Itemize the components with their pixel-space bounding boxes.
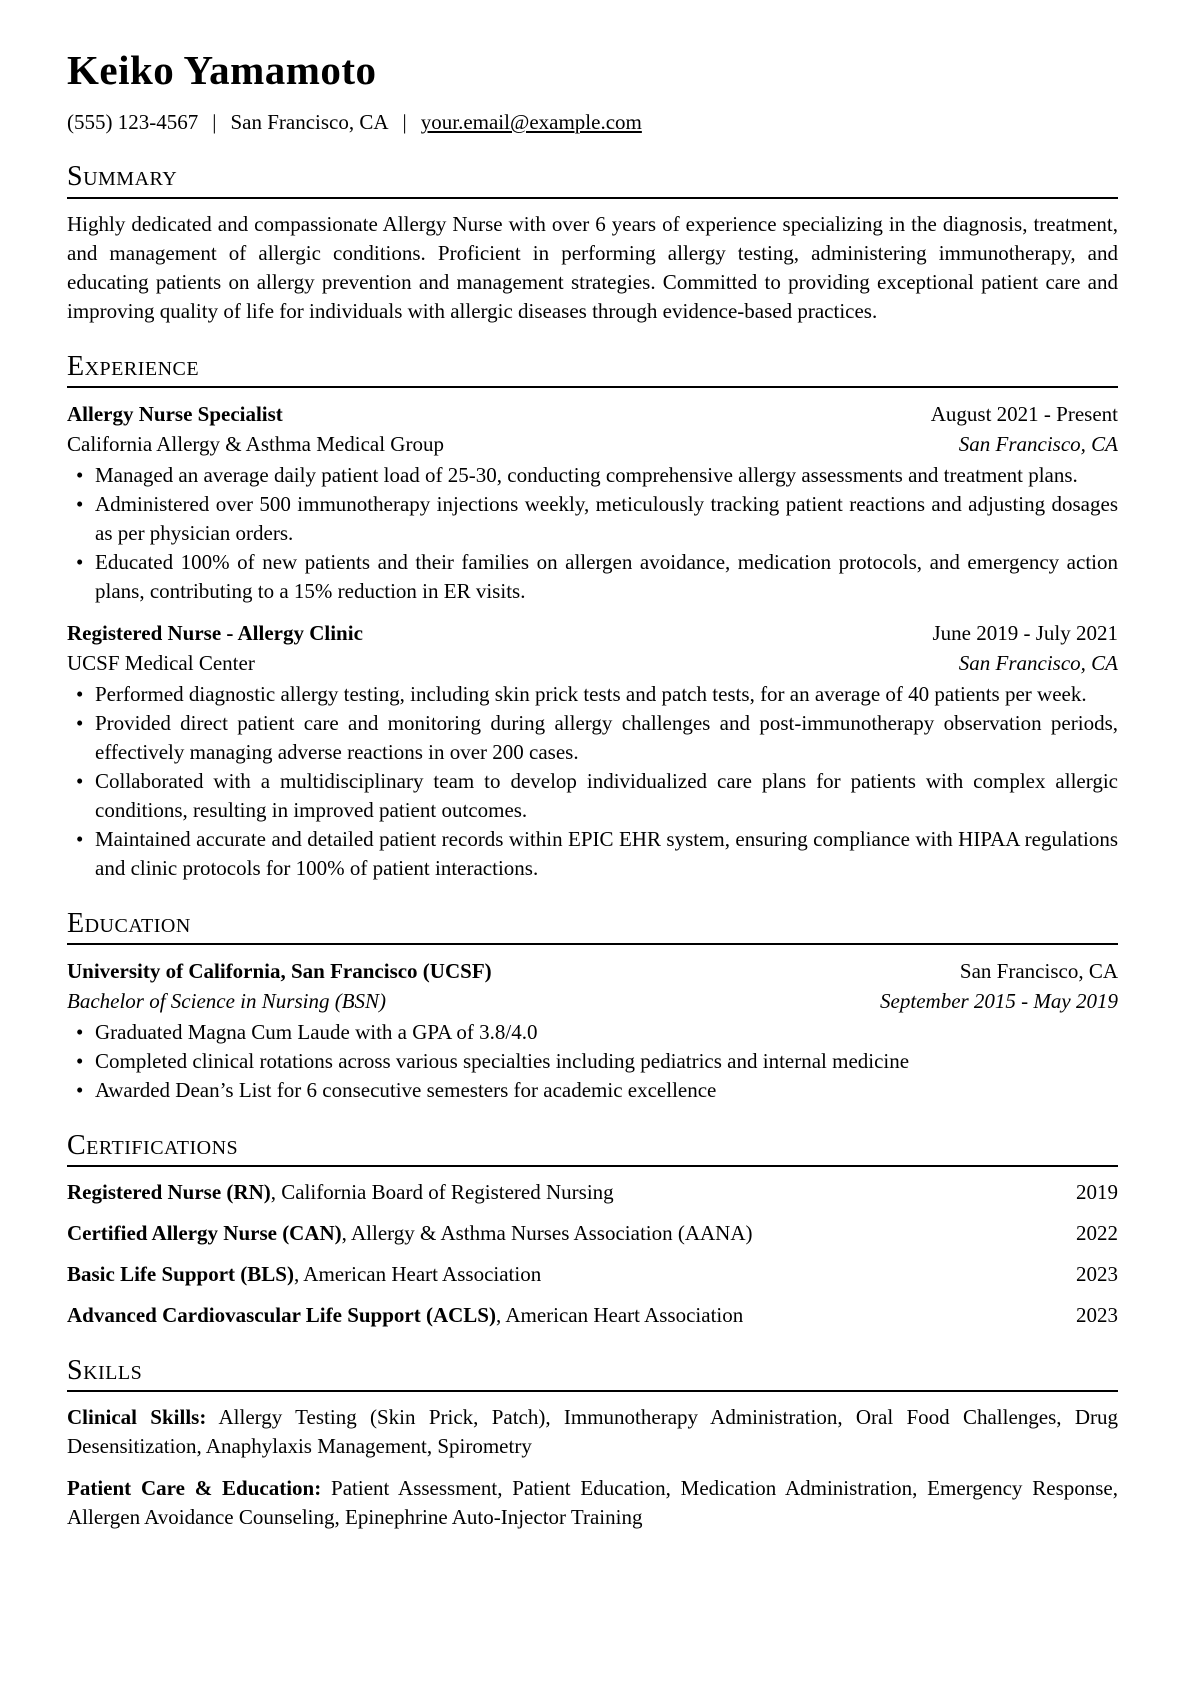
job-title: Allergy Nurse Specialist	[67, 401, 283, 426]
skill-group-label: Clinical Skills:	[67, 1405, 207, 1430]
education-bullet-list	[67, 1018, 1118, 1105]
certification-name: Certified Allergy Nurse (CAN)	[67, 1221, 342, 1246]
certification-detail	[67, 1260, 561, 1289]
certification-row	[67, 1301, 1118, 1330]
certification-issuer: , Allergy & Asthma Nurses Association (AANA)	[341, 1221, 753, 1246]
experience-entry-subheader	[67, 648, 1118, 678]
certification-issuer: , American Heart Association	[495, 1303, 744, 1328]
skill-group-text: Allergy Testing (Skin Prick, Patch), Immunotherapy Administration, Oral Food Challenges, Drug Desensitization, Anaphylaxis Management, Spirometry	[67, 1405, 1118, 1459]
degree-name: Bachelor of Science in Nursing (BSN)	[67, 988, 387, 1013]
education-dates: September 2015 - May 2019	[880, 988, 1118, 1013]
school-location: San Francisco, CA	[959, 958, 1118, 983]
email-link[interactable]: your.email@example.com	[420, 110, 642, 135]
certification-name: Registered Nurse (RN)	[67, 1180, 271, 1205]
contact-line	[67, 109, 1118, 136]
section-summary	[67, 161, 1118, 325]
education-bullet: • Graduated Magna Cum Laude with a GPA of 3.8/4.0	[67, 1018, 1118, 1047]
experience-entry	[67, 618, 1118, 883]
contact-phone: (555) 123-4567	[67, 110, 199, 135]
resume-header	[67, 48, 1118, 136]
certification-issuer: , American Heart Association	[293, 1262, 542, 1287]
skill-group	[67, 1474, 1118, 1532]
certification-name: Advanced Cardiovascular Life Support (ACLS)	[67, 1303, 496, 1328]
education-entry	[67, 956, 1118, 1105]
contact-separator: |	[402, 110, 407, 135]
job-bullet: • Performed diagnostic allergy testing, including skin prick tests and patch tests, for an average of 40 patients per week.	[67, 680, 1118, 709]
job-bullet: • Provided direct patient care and monitoring during allergy challenges and post-immunotherapy observation periods, effectively managing adverse reactions in over 200 cases.	[67, 709, 1118, 767]
certification-row	[67, 1178, 1118, 1207]
job-location: San Francisco, CA	[958, 650, 1118, 675]
certification-row	[67, 1260, 1118, 1289]
education-bullet: • Awarded Dean’s List for 6 consecutive semesters for academic excellence	[67, 1076, 1118, 1105]
job-bullet: • Collaborated with a multidisciplinary team to develop individualized care plans for patients with complex allergic conditions, resulting in improved patient outcomes.	[67, 767, 1118, 825]
candidate-name: Keiko Yamamoto	[67, 47, 377, 93]
experience-entry	[67, 399, 1118, 606]
section-experience	[67, 351, 1118, 883]
certification-year: 2019	[1076, 1180, 1118, 1205]
certification-year: 2023	[1076, 1262, 1118, 1287]
job-bullet: • Maintained accurate and detailed patient records within EPIC EHR system, ensuring compliance with HIPAA regulations and clinic protocols for 100% of patient interactions.	[67, 825, 1118, 883]
section-skills	[67, 1355, 1118, 1532]
skill-group-text: Patient Assessment, Patient Education, Medication Administration, Emergency Response, Allergen Avoidance Counseling, Epinephrine Auto-Injector Training	[67, 1476, 1118, 1530]
certifications-section-title: Certifications	[67, 1130, 1118, 1167]
summary-section-title: Summary	[67, 161, 1118, 198]
education-entry-subheader	[67, 986, 1118, 1016]
section-education	[67, 908, 1118, 1105]
certification-year: 2022	[1076, 1221, 1118, 1246]
education-bullet: • Completed clinical rotations across various specialties including pediatrics and internal medicine	[67, 1047, 1118, 1076]
education-entry-header	[67, 956, 1118, 986]
job-bullet-list	[67, 680, 1118, 883]
skill-group	[67, 1403, 1118, 1461]
experience-entry-header	[67, 399, 1118, 429]
skill-group-label: Patient Care & Education:	[67, 1476, 322, 1501]
certification-row	[67, 1219, 1118, 1248]
job-dates: August 2021 - Present	[930, 401, 1118, 426]
job-company: UCSF Medical Center	[67, 650, 255, 675]
job-bullet-list	[67, 461, 1118, 606]
certification-detail	[67, 1178, 634, 1207]
certification-detail	[67, 1219, 773, 1248]
experience-entry-subheader	[67, 429, 1118, 459]
contact-separator: |	[212, 110, 217, 135]
experience-entry-header	[67, 618, 1118, 648]
contact-location: San Francisco, CA	[230, 110, 389, 135]
job-bullet: • Managed an average daily patient load of 25-30, conducting comprehensive allergy assessments and treatment plans.	[67, 461, 1118, 490]
job-title: Registered Nurse - Allergy Clinic	[67, 620, 363, 645]
skills-section-title: Skills	[67, 1355, 1118, 1392]
summary-text: Highly dedicated and compassionate Allergy Nurse with over 6 years of experience specializing in the diagnosis, treatment, and management of allergic conditions. Proficient in performing allergy testing, administering immunotherapy, and educating patients on allergy prevention and management strategies. Committed to providing exceptional patient care and improving quality of life for individuals with allergic diseases through evidence-based practices.	[67, 211, 1118, 323]
job-bullet: • Administered over 500 immunotherapy injections weekly, meticulously tracking patient reactions and adjusting dosages as per physician orders.	[67, 490, 1118, 548]
certification-name: Basic Life Support (BLS)	[67, 1262, 294, 1287]
education-section-title: Education	[67, 908, 1118, 945]
school-name: University of California, San Francisco (UCSF)	[67, 958, 492, 983]
job-company: California Allergy & Asthma Medical Group	[67, 431, 444, 456]
certification-year: 2023	[1076, 1303, 1118, 1328]
certification-detail	[67, 1301, 763, 1330]
job-bullet: • Educated 100% of new patients and their families on allergen avoidance, medication protocols, and emergency action plans, contributing to a 15% reduction in ER visits.	[67, 548, 1118, 606]
experience-section-title: Experience	[67, 351, 1118, 388]
section-certifications	[67, 1130, 1118, 1330]
job-dates: June 2019 - July 2021	[932, 620, 1118, 645]
job-location: San Francisco, CA	[958, 431, 1118, 456]
certification-issuer: , California Board of Registered Nursing	[270, 1180, 614, 1205]
